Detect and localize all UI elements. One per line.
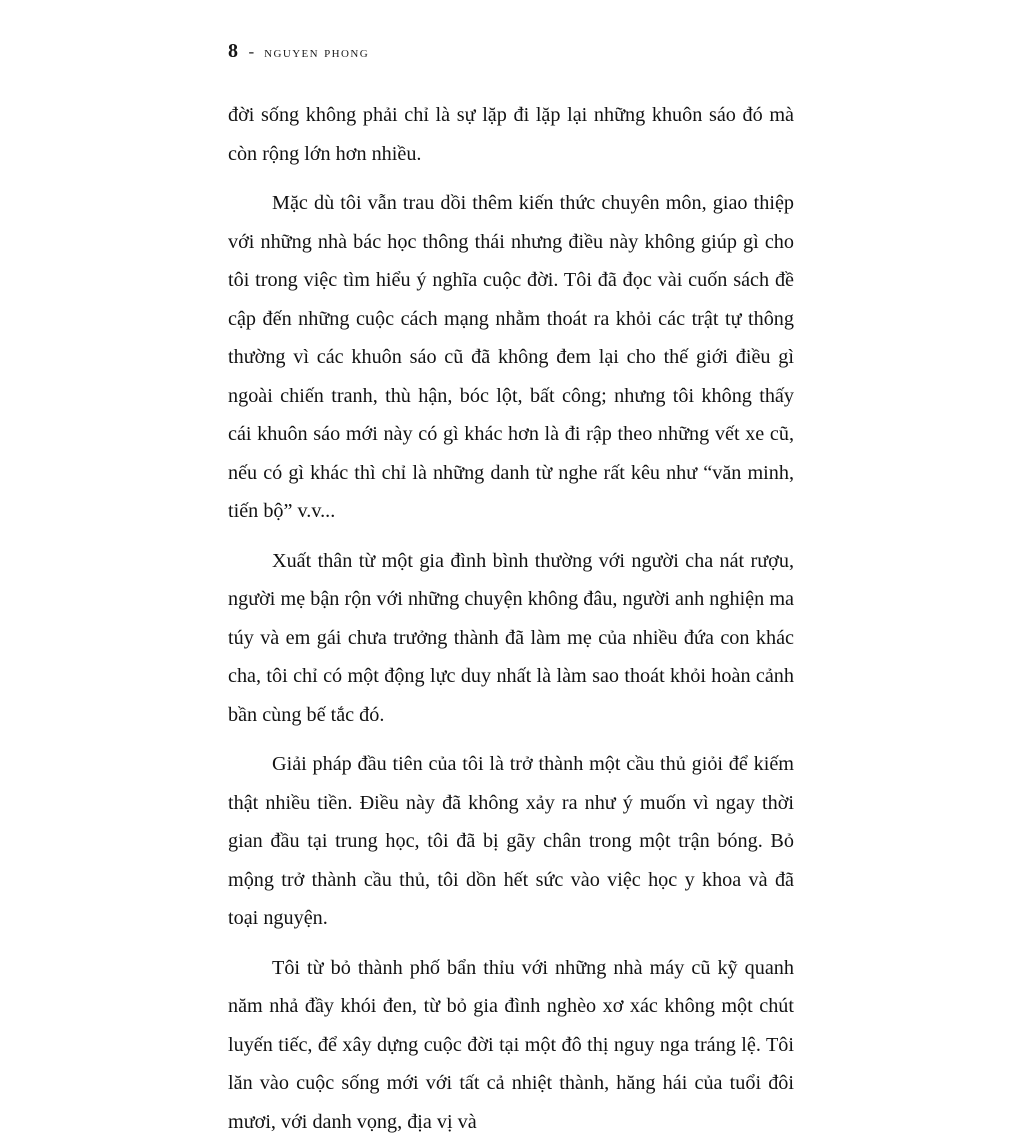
paragraph-4: Giải pháp đầu tiên của tôi là trở thành một cầu thủ giỏi để kiếm thật nhiều tiền. Điều này đã không xảy ra như ý muốn vì ngay thời gian đầu tại trung học, tôi đã bị gãy chân trong một trận bóng. Bỏ mộng trở thành cầu thủ, tôi dồn hết sức vào việc học y khoa và đã toại nguyện. [228, 745, 794, 938]
page-number: 8 [228, 40, 239, 63]
paragraph-continued: đời sống không phải chỉ là sự lặp đi lặp lại những khuôn sáo đó mà còn rộng lớn hơn nhiều. [228, 96, 794, 173]
header-separator: - [247, 42, 257, 62]
paragraph-3: Xuất thân từ một gia đình bình thường với người cha nát rượu, người mẹ bận rộn với những chuyện không đâu, người anh nghiện ma túy và em gái chưa trưởng thành đã làm mẹ của nhiều đứa con khác cha, tôi chỉ có một động lực duy nhất là làm sao thoát khỏi hoàn cảnh bần cùng bế tắc đó. [228, 542, 794, 735]
paragraph-5: Tôi từ bỏ thành phố bẩn thỉu với những nhà máy cũ kỹ quanh năm nhả đầy khói đen, từ bỏ gia đình nghèo xơ xác không một chút luyến tiếc, để xây dựng cuộc đời tại một đô thị nguy nga tráng lệ. Tôi lăn vào cuộc sống mới với tất cả nhiệt thành, hăng hái của tuổi đôi mươi, với danh vọng, địa vị và [228, 949, 794, 1141]
body-text [228, 96, 794, 1141]
running-head-author: nguyen phong [264, 45, 369, 62]
paragraph-2: Mặc dù tôi vẫn trau dồi thêm kiến thức chuyên môn, giao thiệp với những nhà bác học thông thái nhưng điều này không giúp gì cho tôi trong việc tìm hiểu ý nghĩa cuộc đời. Tôi đã đọc vài cuốn sách đề cập đến những cuộc cách mạng nhằm thoát ra khỏi các trật tự thông thường vì các khuôn sáo cũ đã không đem lại cho thế giới điều gì ngoài chiến tranh, thù hận, bóc lột, bất công; nhưng tôi không thấy cái khuôn sáo mới này có gì khác hơn là đi rập theo những vết xe cũ, nếu có gì khác thì chỉ là những danh từ nghe rất kêu như “văn minh, tiến bộ” v.v... [228, 184, 794, 531]
page-header [228, 40, 369, 63]
